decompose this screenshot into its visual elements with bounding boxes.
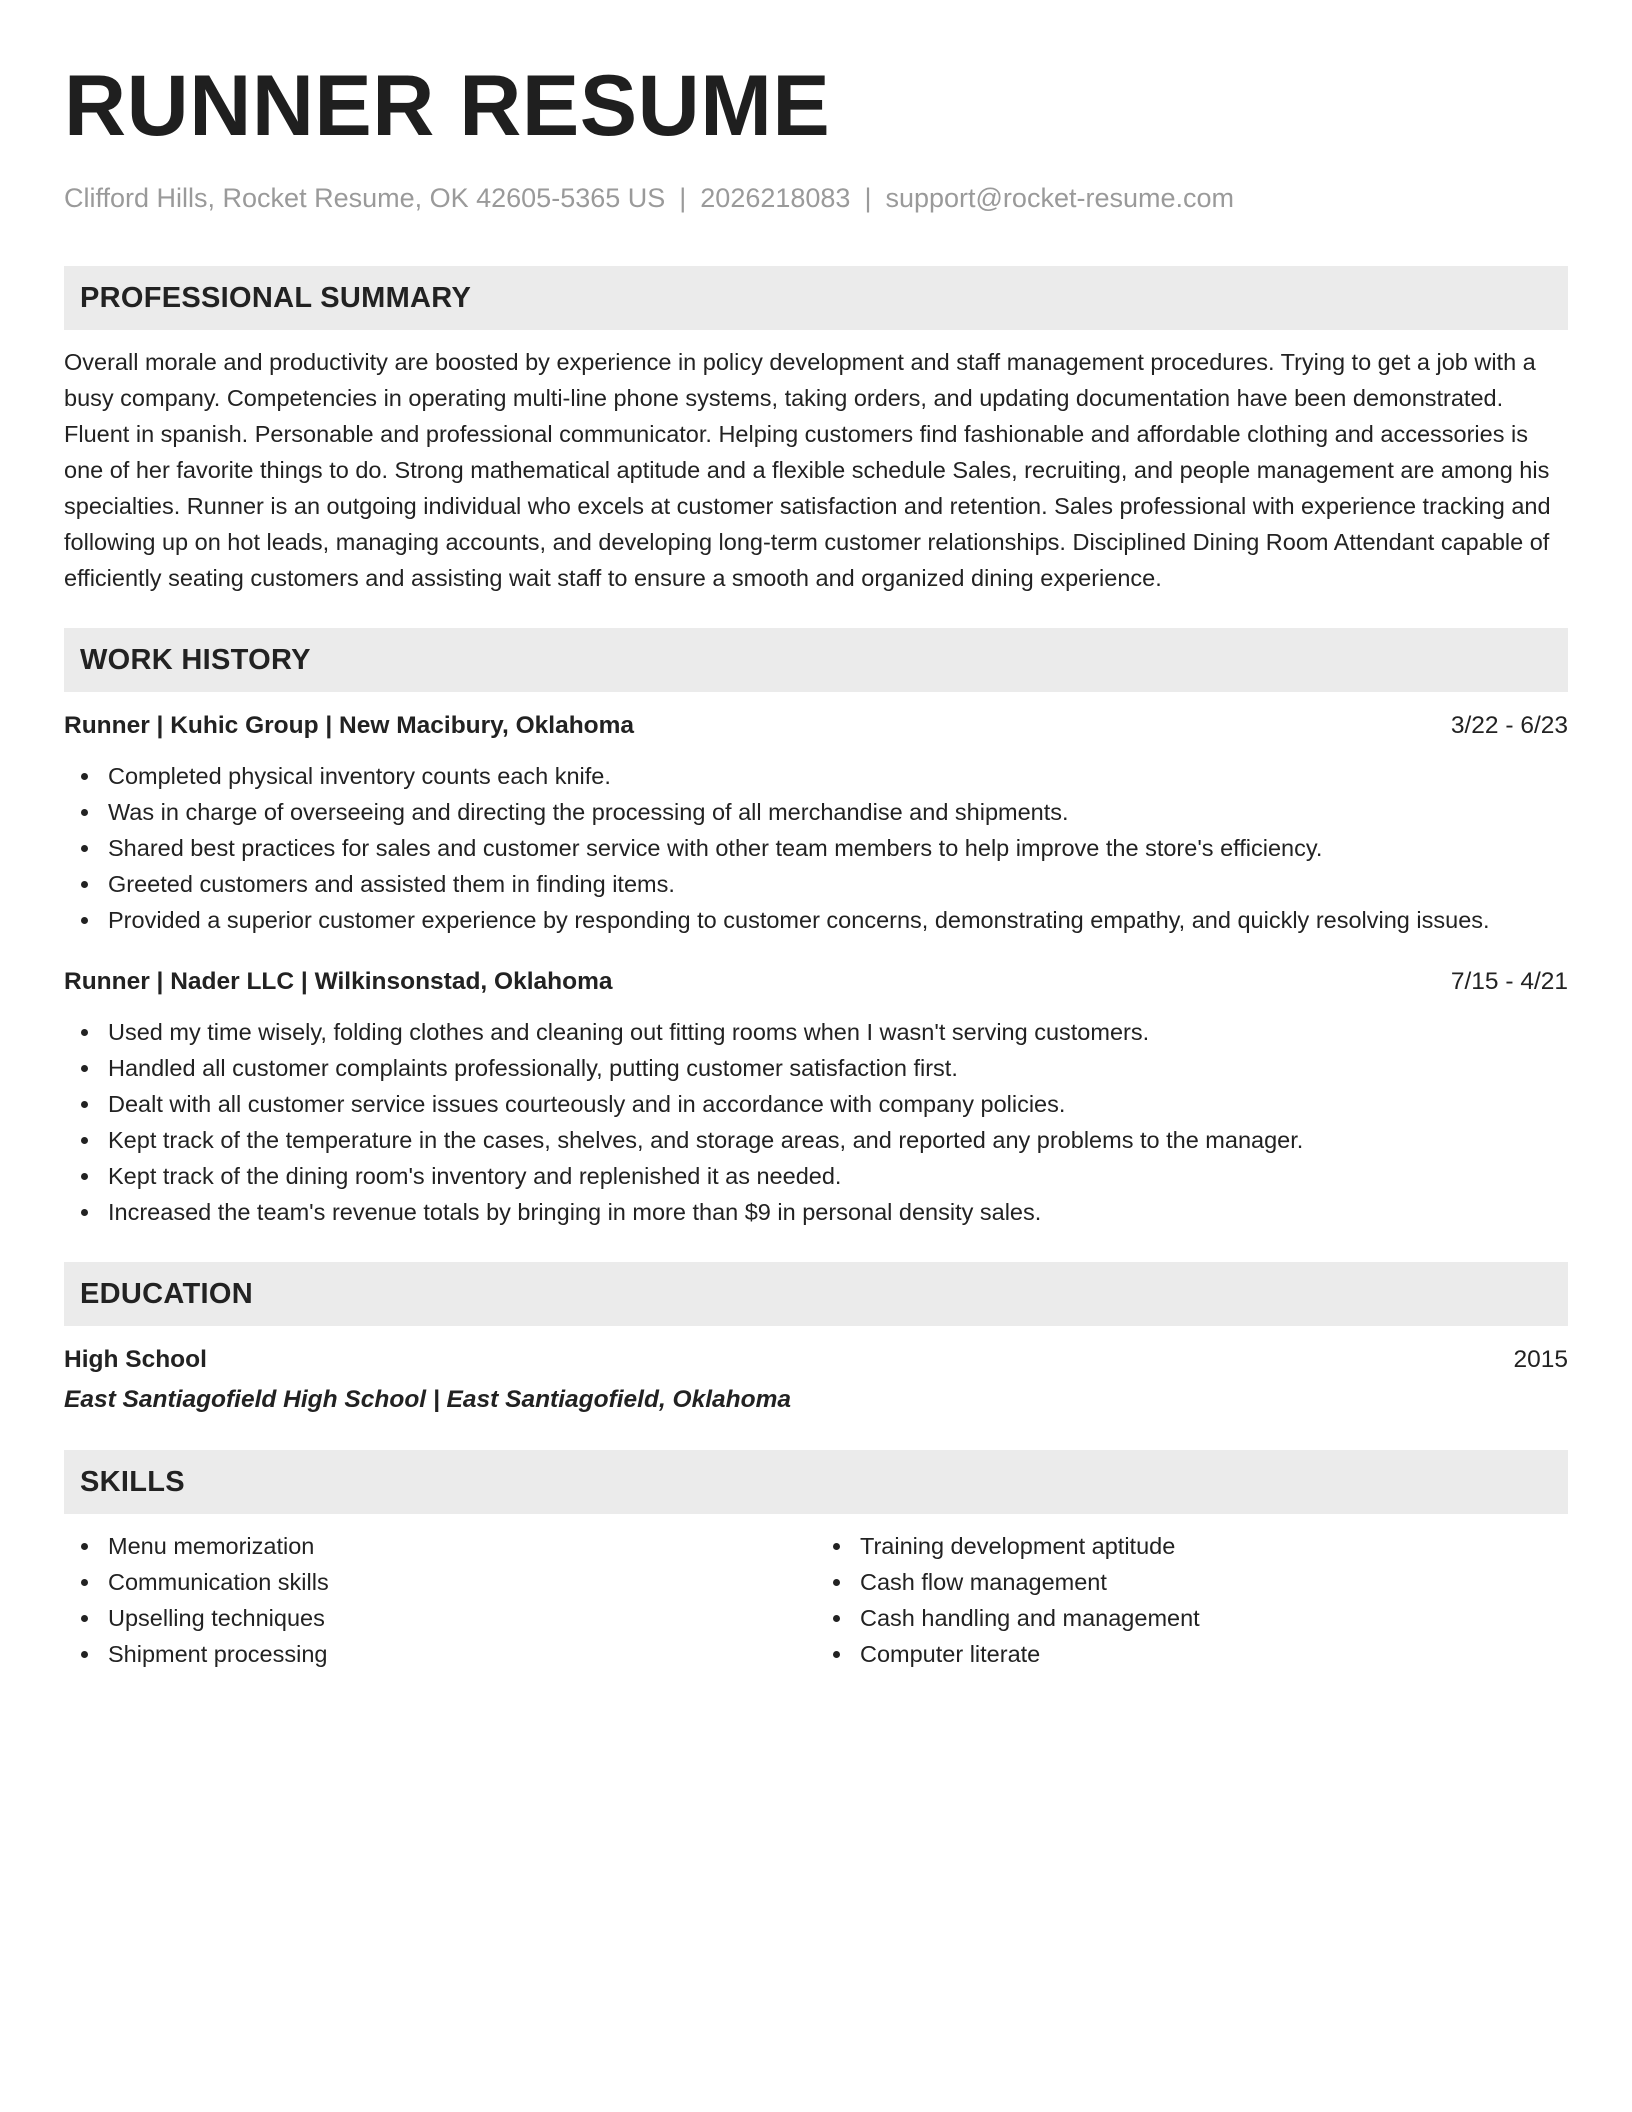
job-heading: Runner | Kuhic Group | New Macibury, Oklahoma <box>64 712 635 739</box>
contact-phone: 2026218083 <box>700 183 851 213</box>
skills-section <box>64 1450 1568 1672</box>
section-title: WORK HISTORY <box>80 643 311 676</box>
section-header <box>64 628 1568 692</box>
list-item: Shipment processing <box>108 1636 816 1672</box>
list-item: Upselling techniques <box>108 1600 816 1636</box>
skills-list-right <box>816 1528 1568 1672</box>
job-dates: 7/15 - 4/21 <box>1450 968 1568 995</box>
section-title: SKILLS <box>80 1465 185 1498</box>
list-item: Shared best practices for sales and customer service with other team members to help improve the store's efficiency. <box>108 830 1568 866</box>
education-heading-row <box>64 1342 1568 1378</box>
list-item: Provided a superior customer experience by responding to customer concerns, demonstrating empathy, and quickly resolving issues. <box>108 902 1568 938</box>
work-history-section <box>64 628 1568 1230</box>
job-entry <box>64 708 1568 938</box>
skills-list-left <box>64 1528 816 1672</box>
list-item: Greeted customers and assisted them in finding items. <box>108 866 1568 902</box>
section-header <box>64 1262 1568 1326</box>
summary-text: Overall morale and productivity are boosted by experience in policy development and staff management procedures. Trying to get a job with a busy company. Competencies in operating multi-line phone systems, taking orders, and updating documentation have been demonstrated. Fluent in spanish. Personable and professional communicator. Helping customers find fashionable and affordable clothing and accessories is one of her favorite things to do. Strong mathematical aptitude and a flexible schedule Sales, recruiting, and people management are among his specialties. Runner is an outgoing individual who excels at customer satisfaction and retention. Sales professional with experience tracking and following up on hot leads, managing accounts, and developing long-term customer relationships. Disciplined Dining Room Attendant capable of efficiently seating customers and assisting wait staff to ensure a smooth and organized dining experience. <box>64 349 1551 591</box>
job-bullet-list <box>64 758 1568 938</box>
job-heading-row <box>64 964 1568 1000</box>
job-bullet-list <box>64 1014 1568 1230</box>
section-title: PROFESSIONAL SUMMARY <box>80 281 472 314</box>
list-item: Cash flow management <box>860 1564 1568 1600</box>
contact-address: Clifford Hills, Rocket Resume, OK 42605-5365 US <box>64 183 666 213</box>
list-item: Used my time wisely, folding clothes and cleaning out fitting rooms when I wasn't serving customers. <box>108 1014 1568 1050</box>
contact-separator: | <box>679 183 687 213</box>
education-degree: High School <box>64 1346 207 1373</box>
education-section <box>64 1262 1568 1418</box>
list-item: Kept track of the temperature in the cases, shelves, and storage areas, and reported any problems to the manager. <box>108 1122 1568 1158</box>
contact-line <box>64 180 1568 216</box>
education-entry <box>64 1342 1568 1418</box>
job-heading: Runner | Nader LLC | Wilkinsonstad, Oklahoma <box>64 968 613 995</box>
job-heading-row <box>64 708 1568 744</box>
list-item: Computer literate <box>860 1636 1568 1672</box>
education-school: East Santiagofield High School | East Santiagofield, Oklahoma <box>64 1386 792 1413</box>
list-item: Menu memorization <box>108 1528 816 1564</box>
contact-separator: | <box>864 183 872 213</box>
list-item: Was in charge of overseeing and directing the processing of all merchandise and shipments. <box>108 794 1568 830</box>
list-item: Completed physical inventory counts each knife. <box>108 758 1568 794</box>
contact-email: support@rocket-resume.com <box>885 183 1234 213</box>
list-item: Increased the team's revenue totals by bringing in more than $9 in personal density sales. <box>108 1194 1568 1230</box>
section-header <box>64 1450 1568 1514</box>
list-item: Handled all customer complaints professionally, putting customer satisfaction first. <box>108 1050 1568 1086</box>
summary-section <box>64 266 1568 596</box>
job-dates: 3/22 - 6/23 <box>1450 712 1568 739</box>
skills-columns <box>64 1528 1568 1672</box>
section-title: EDUCATION <box>80 1277 253 1310</box>
job-entry <box>64 964 1568 1230</box>
section-header <box>64 266 1568 330</box>
education-year: 2015 <box>1513 1346 1568 1373</box>
list-item: Communication skills <box>108 1564 816 1600</box>
list-item: Training development aptitude <box>860 1528 1568 1564</box>
list-item: Cash handling and management <box>860 1600 1568 1636</box>
list-item: Dealt with all customer service issues courteously and in accordance with company policies. <box>108 1086 1568 1122</box>
resume-name: RUNNER RESUME <box>64 58 831 154</box>
list-item: Kept track of the dining room's inventory and replenished it as needed. <box>108 1158 1568 1194</box>
